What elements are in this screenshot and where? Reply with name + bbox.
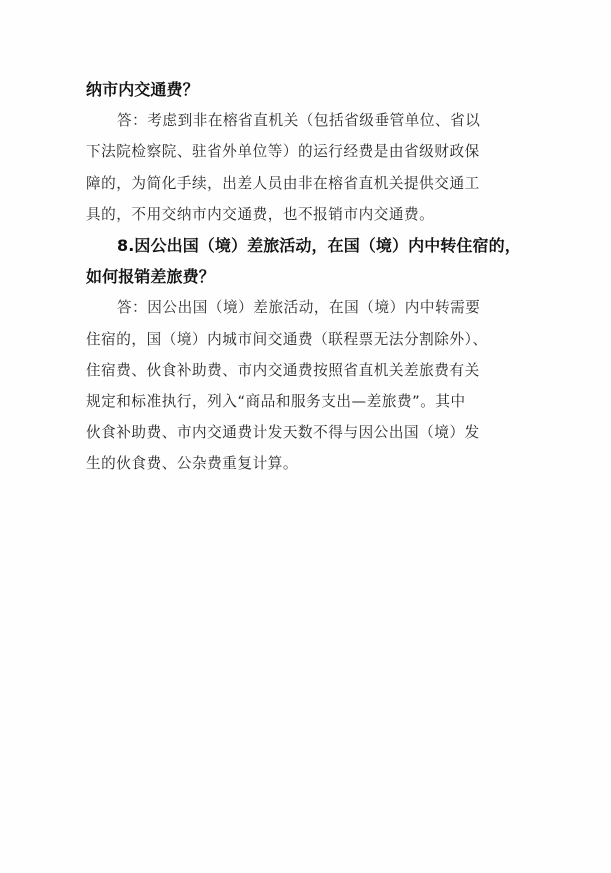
answer-paragraph-line: 伙食补助费、市内交通费计发天数不得与因公出国（境）发 bbox=[86, 424, 480, 442]
answer-paragraph-line: 生的伙食费、公杂费重复计算。 bbox=[86, 455, 299, 473]
answer-paragraph-line: 住宿费、伙食补助费、市内交通费按照省直机关差旅费有关 bbox=[86, 361, 480, 379]
document-body bbox=[86, 74, 526, 479]
question-continuation: 纳市内交通费？ bbox=[86, 80, 199, 99]
answer-paragraph-line: 下法院检察院、驻省外单位等）的运行经费是由省级财政保 bbox=[86, 143, 480, 161]
answer-paragraph-line: 住宿的，国（境）内城市间交通费（联程票无法分割除外）、 bbox=[86, 330, 488, 348]
answer-paragraph-line: 具的，不用交纳市内交通费，也不报销市内交通费。 bbox=[86, 205, 435, 223]
question-heading-continuation: 如何报销差旅费？ bbox=[86, 267, 215, 287]
answer-paragraph-line: 答：因公出国（境）差旅活动，在国（境）内中转需要 bbox=[117, 299, 481, 317]
answer-paragraph-line: 规定和标准执行，列入“商品和服务支出—差旅费”。其中 bbox=[86, 392, 466, 410]
question-heading: 8.因公出国（境）差旅活动，在国（境）内中转住宿的， bbox=[117, 235, 521, 255]
answer-paragraph-line: 答：考虑到非在榕省直机关（包括省级垂管单位、省以 bbox=[117, 112, 481, 130]
answer-paragraph-line: 障的，为简化手续，出差人员由非在榕省直机关提供交通工 bbox=[86, 174, 480, 192]
